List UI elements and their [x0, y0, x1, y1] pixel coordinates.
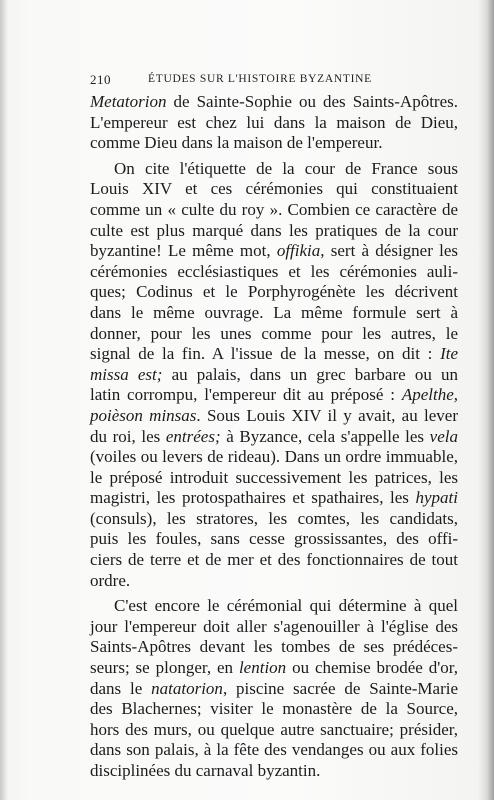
- text-run: , sert à désigner les: [320, 241, 458, 261]
- text-line: [90, 159, 458, 180]
- text-line: [90, 385, 458, 406]
- text-run: disciplinées du carnaval byzantin.: [90, 761, 321, 780]
- text-line: [90, 637, 458, 658]
- italic-term: missa est;: [90, 364, 163, 384]
- text-line: [90, 529, 458, 550]
- paragraph: [90, 92, 458, 154]
- italic-term: entrées;: [165, 426, 221, 446]
- page-number: 210: [90, 72, 111, 87]
- italic-term: lention: [238, 658, 287, 678]
- text-run: donner, pour les unes comme pour les autres, le: [90, 323, 458, 343]
- text-run: ques; Codinus et le Porphyrogénète les décrivent: [90, 282, 458, 302]
- text-run: latin corrompu, l'empereur dit au préposé :: [90, 385, 402, 405]
- text-line: [90, 262, 458, 283]
- text-line: [90, 406, 458, 427]
- italic-term: Apelthe,: [401, 385, 458, 405]
- text-run: de Sainte-Sophie ou des Saints-Apôtres.: [166, 92, 458, 111]
- text-line: [90, 468, 458, 489]
- text-run: , piscine sacrée de Sainte-Marie: [222, 678, 458, 698]
- italic-term: Ite: [440, 344, 458, 364]
- text-run: ou chemise brodée d'or,: [286, 658, 458, 678]
- text-line: [90, 427, 458, 448]
- running-title: ÉTUDES SUR L'HISTOIRE BYZANTINE: [148, 73, 372, 85]
- text-run: byzantine! Le même mot,: [90, 241, 277, 261]
- text-run: culte est plus marqué dans les pratiques de la cour: [90, 220, 458, 240]
- text-run: à Byzance, cela s'appelle les: [220, 426, 430, 446]
- italic-term: offikia: [276, 241, 321, 261]
- text-run: dans le même ouvrage. La même formule sert à: [90, 302, 458, 322]
- text-line: [90, 658, 458, 679]
- text-line: [90, 679, 458, 700]
- italic-term: Metatorion: [90, 92, 167, 111]
- text-run: magistri, les protospathaires et spathaires, les: [90, 488, 416, 508]
- text-run: dans le: [90, 678, 152, 698]
- paragraph: [90, 596, 458, 781]
- italic-term: poièson minsas: [90, 405, 197, 425]
- italic-term: hypati: [415, 488, 458, 508]
- text-run: hors des murs, ou quelque autre sanctuaire; présider,: [90, 719, 458, 739]
- text-run: comme un « culte du roy ». Combien ce caractère de: [90, 199, 458, 219]
- italic-term: natatorion: [151, 678, 223, 698]
- page-right-shadow: [478, 0, 494, 800]
- page-left-shadow: [0, 0, 8, 800]
- text-line: [90, 92, 458, 113]
- text-run: du roi, les: [90, 426, 166, 446]
- text-line: [90, 179, 458, 200]
- text-line: [90, 720, 458, 741]
- text-line: [90, 221, 458, 242]
- text-run: . Sous Louis XIV il y avait, au lever: [196, 405, 458, 425]
- text-run: cérémonies ecclésiastiques et les cérémonies auli-: [90, 261, 458, 281]
- text-run: (voiles ou levers de rideau). Dans un ordre immuable,: [90, 447, 458, 467]
- text-run: On cite l'étiquette de la cour de France sous: [114, 158, 458, 178]
- text-run: (consuls), les stratores, les comtes, les candidats,: [90, 508, 458, 528]
- text-run: dans son palais, à la fête des vendanges ou aux folies: [90, 740, 458, 760]
- text-line: [90, 550, 458, 571]
- text-line: [90, 324, 458, 345]
- text-run: jour l'empereur doit aller s'agenouiller à l'église des: [90, 616, 458, 636]
- text-line: [90, 617, 458, 638]
- italic-term: vela: [429, 426, 458, 446]
- text-run: Louis XIV et ces cérémonies qui constituaient: [90, 179, 458, 199]
- body-text: [90, 92, 458, 782]
- text-run: des Blachernes; visiter le monastère de la Source,: [90, 699, 458, 719]
- text-line: [90, 113, 458, 134]
- text-line: [90, 488, 458, 509]
- text-line: [90, 447, 458, 468]
- running-header: [90, 72, 446, 90]
- text-line: [90, 761, 458, 782]
- text-run: au palais, dans un grec barbare ou un: [162, 364, 458, 384]
- text-run: Saints-Apôtres devant les tombes de ses prédéces-: [90, 637, 458, 657]
- paragraph: [90, 159, 458, 591]
- text-run: comme Dieu dans la maison de l'empereur.: [90, 133, 383, 153]
- text-line: [90, 571, 458, 592]
- text-line: [90, 282, 458, 303]
- text-run: signal de la fin. A l'issue de la messe, on dit :: [90, 344, 441, 364]
- text-run: ciers de terre et de mer et des fonctionnaires de tout: [90, 550, 458, 570]
- text-run: ordre.: [90, 570, 131, 590]
- text-line: [90, 133, 458, 154]
- text-line: [90, 241, 458, 262]
- text-line: [90, 344, 458, 365]
- text-line: [90, 740, 458, 761]
- text-run: le préposé introduit successivement les patrices, les: [90, 467, 458, 487]
- text-line: [90, 596, 458, 617]
- text-run: seurs; se plonger, en: [90, 658, 239, 678]
- text-run: puis les foules, sans cesse grossissantes, des offi-: [90, 529, 458, 549]
- text-line: [90, 365, 458, 386]
- text-line: [90, 509, 458, 530]
- text-line: [90, 200, 458, 221]
- text-run: C'est encore le cérémonial qui détermine à quel: [114, 596, 458, 616]
- text-line: [90, 303, 458, 324]
- text-run: L'empereur est chez lui dans la maison de Dieu,: [90, 112, 458, 132]
- text-line: [90, 699, 458, 720]
